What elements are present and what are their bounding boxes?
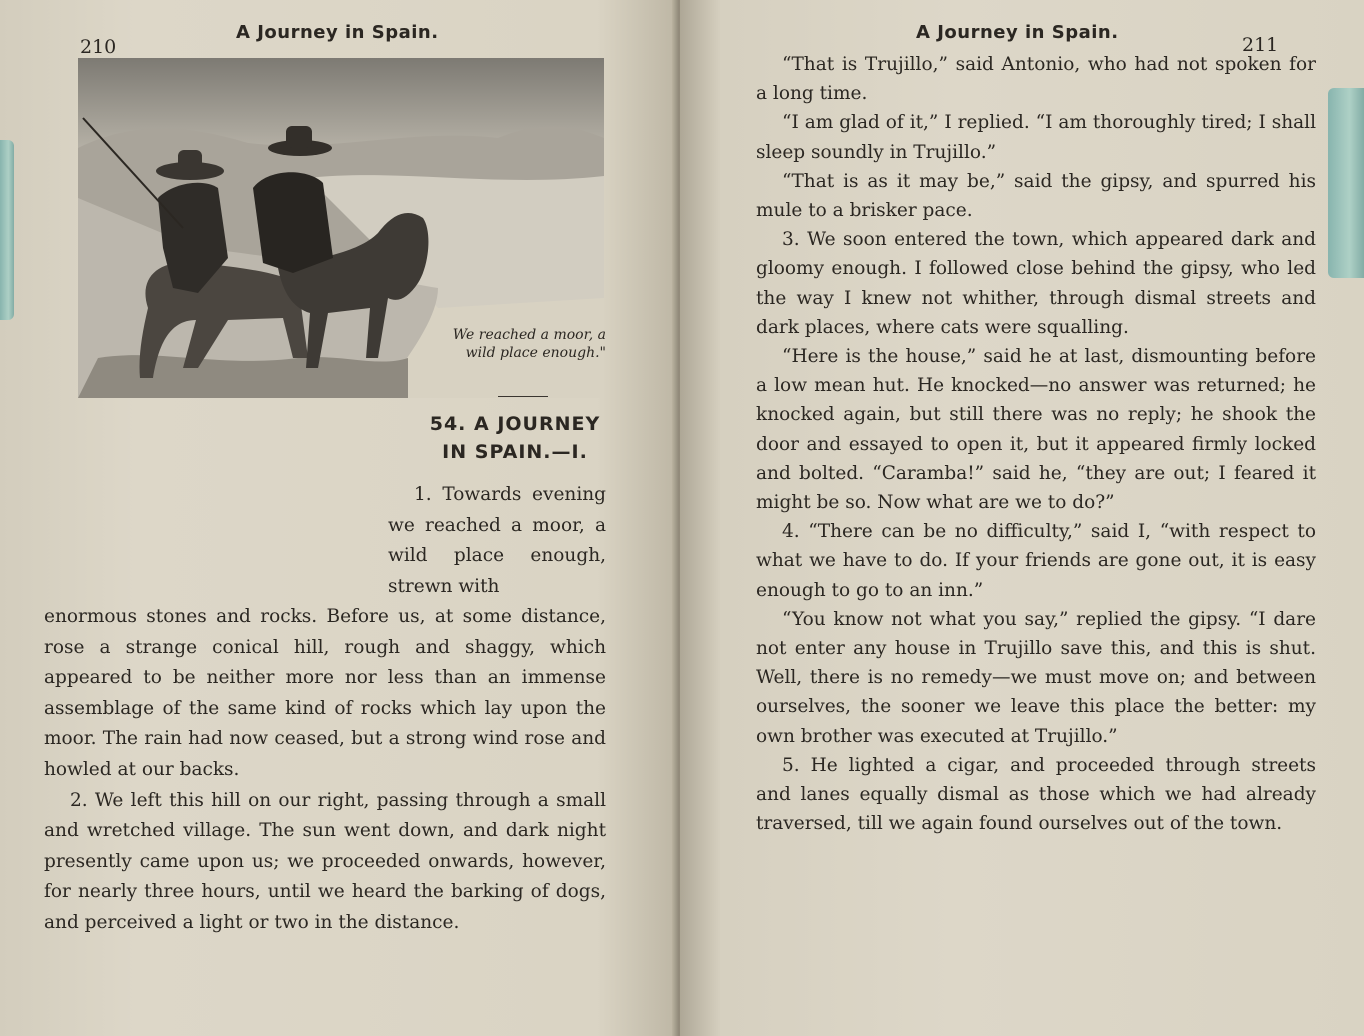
paragraph: 4. “There can be no difficulty,” said I, “with respect to what we have to do. If your friends are gone out, it is easy enough to go to an inn.” [756, 521, 1316, 601]
paragraph: “I am glad of it,” I replied. “I am thoroughly tired; I shall sleep soundly in Trujillo.” [756, 112, 1316, 163]
paragraph-2: 2. We left this hill on our right, passing through a small and wretched village. The sun went down, and dark night presently came upon us; we proceeded onwards, however, for nearly three hours, until we heard the barking of dogs, and perceived a light or two in the distance. [44, 789, 606, 933]
paragraph-1-start [388, 480, 606, 602]
figure-caption: We reached a moor, a wild place enough." [452, 327, 606, 361]
running-head-left: A Journey in Spain. [236, 22, 439, 43]
right-page [680, 0, 1364, 1036]
left-page [0, 0, 678, 1036]
page-number-right: 211 [1242, 34, 1279, 56]
paragraph-1-text: 1. Towards evening we reached a moor, a wild place enough, strewn with [388, 484, 606, 597]
bookmark-tab-right [1328, 88, 1364, 278]
paragraph: “You know not what you say,” replied the gipsy. “I dare not enter any house in Trujillo save this, and this is shut. Well, there is no remedy—we must move on; and between ourselves, the sooner we leave this place the better: my own brother was executed at Trujillo.” [756, 608, 1316, 747]
page-number-left: 210 [80, 36, 117, 58]
caption-rule [498, 396, 548, 397]
bookmark-tab-left [0, 140, 14, 320]
paragraph: 5. He lighted a cigar, and proceeded through streets and lanes equally dismal as those which we had already traversed, till we again found ourselves out of the town. [756, 754, 1316, 835]
lesson-title: 54. A JOURNEY IN SPAIN.—I. [429, 413, 601, 463]
right-body-text [756, 50, 1316, 838]
paragraph-1-continuation: enormous stones and rocks. Before us, at some distance, rose a strange conical hill, rough and shaggy, which appeared to be neither more nor less than an immense assemblage of the same kind of rocks which lay upon the moor. The rain had now ceased, but a strong wind rose and howled at our backs. [44, 606, 606, 780]
paragraph: “That is Trujillo,” said Antonio, who had not spoken for a long time. [756, 54, 1316, 105]
running-head-right: A Journey in Spain. [916, 22, 1119, 43]
left-body-text [44, 602, 606, 939]
paragraph: “Here is the house,” said he at last, dismounting before a low mean hut. He knocked—no answer was returned; he knocked again, but still there was no reply; he shook the door and essayed to open it, but it appeared firmly locked and bolted. “Caramba!” said he, “they are out; I feared it might be so. Now what are we to do?” [756, 346, 1316, 514]
paragraph: 3. We soon entered the town, which appeared dark and gloomy enough. I followed close behind the gipsy, who led the way I knew not whither, through dismal streets and dark places, where cats were squalling. [756, 229, 1316, 338]
paragraph: “That is as it may be,” said the gipsy, and spurred his mule to a brisker pace. [756, 170, 1316, 222]
